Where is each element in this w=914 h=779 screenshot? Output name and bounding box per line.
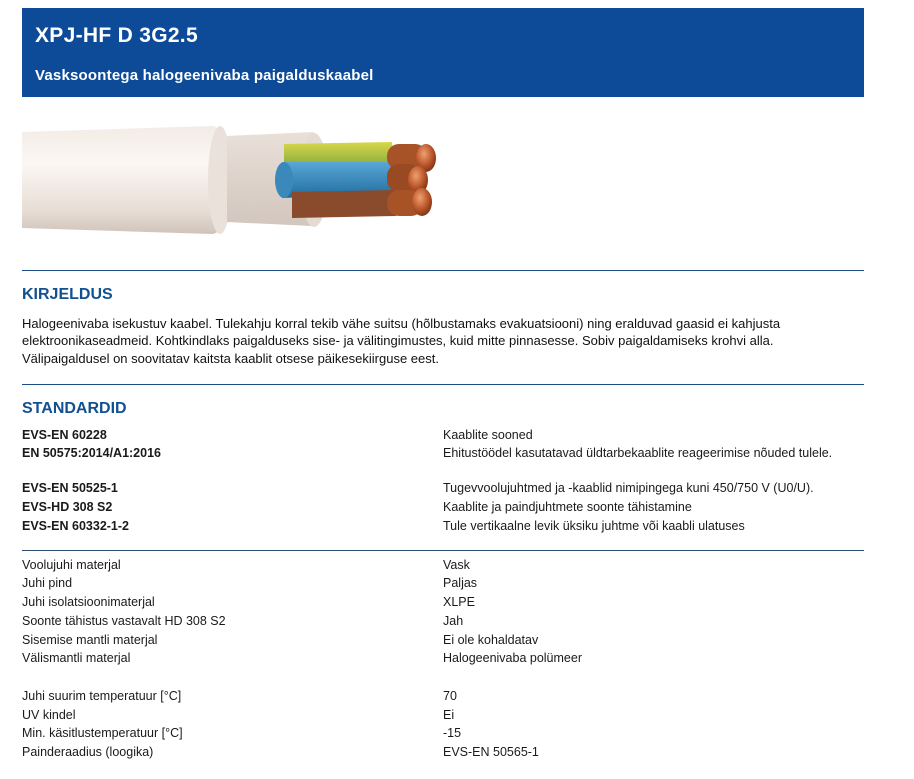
spec-label: Soonte tähistus vastavalt HD 308 S2 bbox=[22, 614, 226, 628]
description-heading: KIRJELDUS bbox=[22, 286, 113, 303]
product-header bbox=[22, 8, 864, 97]
spec-label: Voolujuhi materjal bbox=[22, 558, 121, 572]
spec-label: Välismantli materjal bbox=[22, 651, 131, 665]
spec-label: UV kindel bbox=[22, 708, 76, 722]
standard-code: EVS-HD 308 S2 bbox=[22, 500, 113, 514]
standard-title: Tule vertikaalne levik üksiku juhtme või kaabli ulatuses bbox=[443, 519, 745, 533]
standard-code: EVS-EN 50525-1 bbox=[22, 481, 118, 495]
product-subtitle: Vasksoontega halogeenivaba paigalduskaabel bbox=[35, 67, 374, 84]
section-divider bbox=[22, 550, 864, 551]
spec-value: Halogeenivaba polümeer bbox=[443, 651, 582, 665]
cable-image bbox=[22, 118, 442, 244]
spec-value: EVS-EN 50565-1 bbox=[443, 745, 539, 759]
spec-value: XLPE bbox=[443, 595, 475, 609]
spec-label: Juhi suurim temperatuur [°C] bbox=[22, 689, 182, 703]
standards-heading: STANDARDID bbox=[22, 400, 127, 417]
section-divider bbox=[22, 384, 864, 385]
section-divider bbox=[22, 270, 864, 271]
spec-label: Sisemise mantli materjal bbox=[22, 633, 158, 647]
standard-code: EVS-EN 60332-1-2 bbox=[22, 519, 130, 533]
spec-value: -15 bbox=[443, 726, 462, 740]
standard-code: EN 50575:2014/A1:2016 bbox=[22, 446, 161, 460]
spec-value: Paljas bbox=[443, 576, 478, 590]
standard-title: Ehitustöödel kasutatavad üldtarbekaablite reageerimise nõuded tulele. bbox=[443, 446, 833, 460]
spec-value: Vask bbox=[443, 558, 470, 572]
standard-code: EVS-EN 60228 bbox=[22, 428, 107, 442]
spec-label: Juhi pind bbox=[22, 576, 73, 590]
standard-title: Kaablite ja paindjuhtmete soonte tähistamine bbox=[443, 500, 692, 514]
spec-value: Jah bbox=[443, 614, 464, 628]
product-title: XPJ-HF D 3G2.5 bbox=[35, 24, 198, 47]
spec-value: Ei bbox=[443, 708, 455, 722]
standard-title: Kaablite sooned bbox=[443, 428, 533, 442]
spec-value: 70 bbox=[443, 689, 457, 703]
spec-label: Min. käsitlustemperatuur [°C] bbox=[22, 726, 183, 740]
spec-value: Ei ole kohaldatav bbox=[443, 633, 539, 647]
spec-label: Painderaadius (loogika) bbox=[22, 745, 154, 759]
description-text: Halogeenivaba isekustuv kaabel. Tulekahju korral tekib vähe suitsu (hõlbustamaks evakuatsiooni) ning eralduvad gaasid ei kahjusta elektroonikaseadmeid. Kohtkindlaks paigalduseks sise- ja välitingimustes, kuid mitte pinnasesse. Sobiv paigaldamiseks krohvi alla. Välipaigaldusel on soovitatav kaitsta kaablit otsese päikesekiirguse eest. bbox=[22, 316, 781, 366]
spec-label: Juhi isolatsioonimaterjal bbox=[22, 595, 155, 609]
standard-title: Tugevvoolujuhtmed ja -kaablid nimipingega kuni 450/750 V (U0/U). bbox=[443, 481, 814, 495]
